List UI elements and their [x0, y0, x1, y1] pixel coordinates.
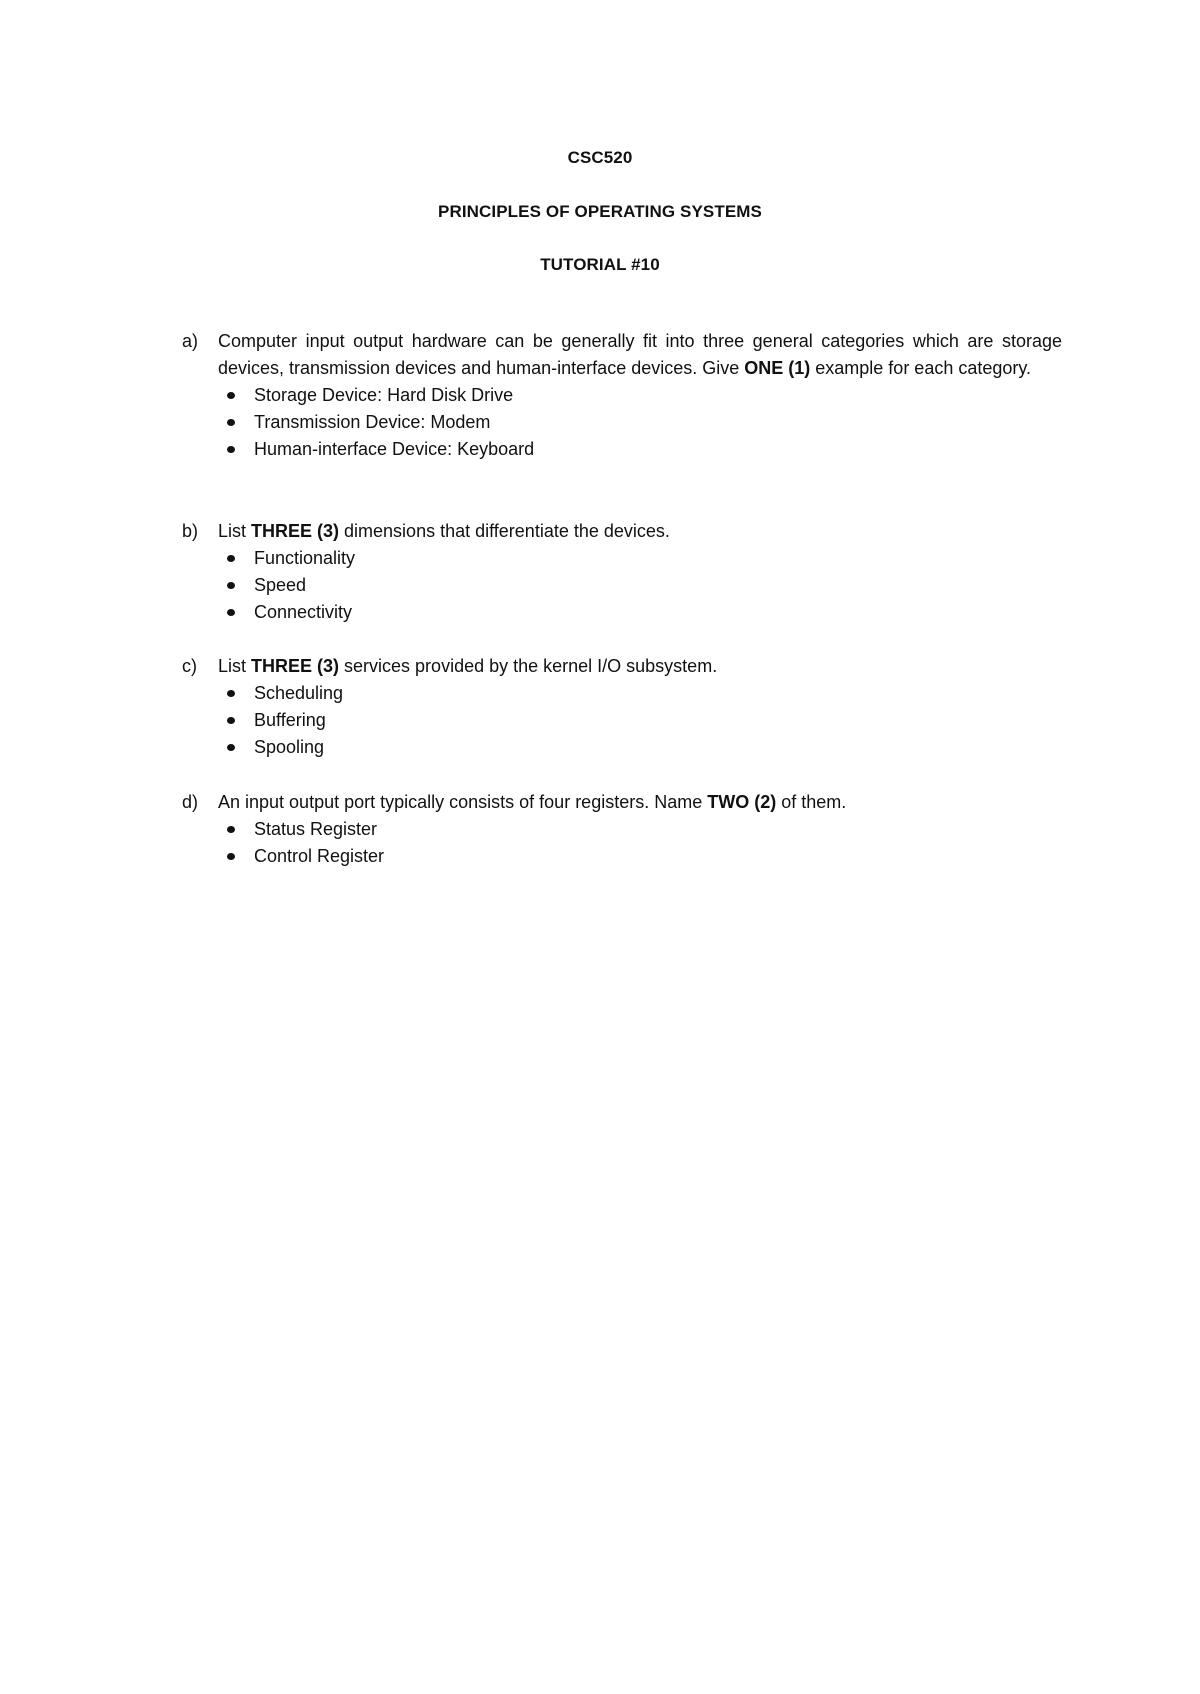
course-title: PRINCIPLES OF OPERATING SYSTEMS	[438, 202, 762, 221]
answer-list	[254, 382, 1062, 463]
list-item: Buffering	[254, 707, 1062, 734]
list-item: Transmission Device: Modem	[254, 409, 1062, 436]
question-text: Computer input output hardware can be generally fit into three general categories which are storage devices, transmission devices and human-interface devices. Give ONE (1) example for each category.	[218, 331, 1062, 378]
question-text: List THREE (3) services provided by the kernel I/O subsystem.	[218, 656, 718, 676]
list-item: Functionality	[254, 545, 1062, 572]
question-text: List THREE (3) dimensions that differentiate the devices.	[218, 521, 670, 541]
bullet-icon	[227, 826, 235, 833]
list-item: Scheduling	[254, 680, 1062, 707]
question-letter: b)	[182, 521, 199, 541]
question-d	[182, 789, 1062, 870]
emphasis: THREE (3)	[251, 656, 340, 676]
question-text: An input output port typically consists of four registers. Name TWO (2) of them.	[218, 792, 847, 812]
answer-list	[254, 816, 1062, 870]
emphasis: TWO (2)	[707, 792, 777, 812]
question-a	[182, 328, 1062, 463]
course-code: CSC520	[567, 148, 633, 167]
bullet-icon	[227, 609, 235, 616]
bullet-icon	[227, 744, 235, 751]
list-item: Control Register	[254, 843, 1062, 870]
emphasis: ONE (1)	[744, 358, 811, 378]
list-item: Connectivity	[254, 599, 1062, 626]
bullet-icon	[227, 717, 235, 724]
list-item: Human-interface Device: Keyboard	[254, 436, 1062, 463]
question-letter: d)	[182, 792, 199, 812]
bullet-icon	[227, 690, 235, 697]
bullet-icon	[227, 582, 235, 589]
list-item: Status Register	[254, 816, 1062, 843]
tutorial-title: TUTORIAL #10	[540, 255, 660, 274]
list-item: Storage Device: Hard Disk Drive	[254, 382, 1062, 409]
bullet-icon	[227, 555, 235, 562]
answer-list	[254, 680, 1062, 761]
bullet-icon	[227, 419, 235, 426]
bullet-icon	[227, 446, 235, 453]
question-letter: a)	[182, 331, 199, 351]
emphasis: THREE (3)	[251, 521, 340, 541]
question-b	[182, 518, 1062, 626]
answer-list	[254, 545, 1062, 626]
list-item: Speed	[254, 572, 1062, 599]
question-letter: c)	[182, 656, 197, 676]
bullet-icon	[227, 853, 235, 860]
list-item: Spooling	[254, 734, 1062, 761]
bullet-icon	[227, 392, 235, 399]
question-c	[182, 653, 1062, 761]
